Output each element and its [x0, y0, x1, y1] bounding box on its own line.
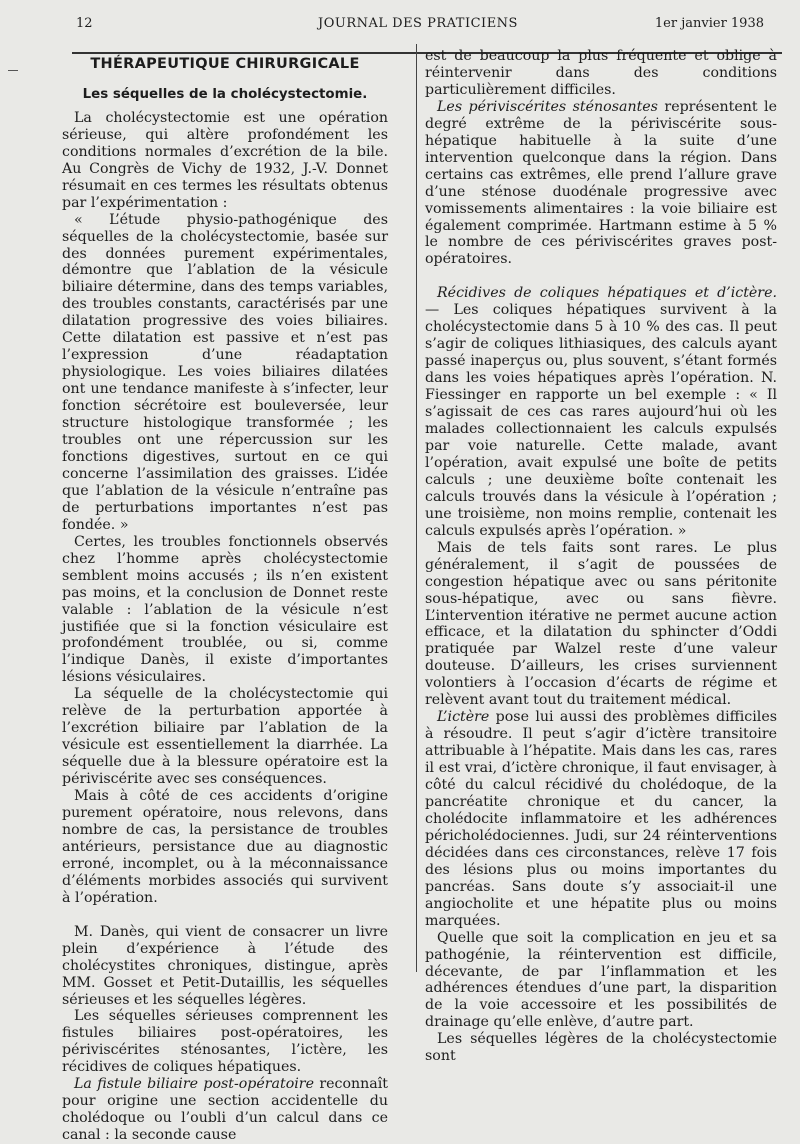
paragraph: Quelle que soit la complication en jeu et sa pathogénie, la réintervention est difficile, décevante, de par l’inflammation et les adhérences étendues d’une part, la disparition de la voie accessoire et les possibilités de drainage qu’elle enlève, d’autre part. [425, 929, 777, 1031]
paragraph: Mais à côté de ces accidents d’origine purement opératoire, nous relevons, dans nombre de cas, la persistance de troubles antérieurs, persistance due au diagnostic erroné, incomplet, ou à la méconnaissance d’éléments morbides associés qui survivent à l’opération. [62, 788, 388, 906]
italic-lead: La fistule biliaire post-opératoire [74, 1076, 314, 1093]
margin-mark [8, 70, 18, 71]
paragraph: Les séquelles sérieuses comprennent les fistules biliaires post-opératoires, les périviscérites sténosantes, l’ictère, les récidives de coliques hépatiques. [62, 1008, 388, 1076]
paragraph [62, 1076, 388, 1144]
article-title: Les séquelles de la cholécystectomie. [82, 86, 368, 102]
italic-lead: Récidives de coliques hépatiques et d’ictère. [437, 285, 777, 302]
page-number: 12 [76, 16, 93, 31]
paragraph-text: reconnaît pour origine une section accidentelle du cholédoque ou l’oubli d’un calcul dans ce canal : la seconde cause [62, 1076, 388, 1144]
paragraph: La séquelle de la cholécystectomie qui relève de la perturbation apportée à l’excrétion biliaire par l’ablation de la vésicule est essentiellement la diarrhée. La séquelle due à la blessure opératoire est la périviscérite avec ses conséquences. [62, 686, 388, 788]
paragraph-text: pose lui aussi des problèmes difficiles à résoudre. Il peut s’agir d’ictère transitoire attribuable à l’hépatite. Mais dans les cas, rares il est vrai, d’ictère chronique, il faut envisager, à côté du calcul récidivé du cholédoque, de la pancréatite chronique et du cancer, la cholédocite inflammatoire et les adhérences péricholédociennes. Judi, sur 24 réinterventions décidées dans ces circonstances, relève 17 fois des lésions plus ou moins importantes du pancréas. Sans doute s’y associait-il une angiocholite et une hépatite plus ou moins marquées. [425, 709, 777, 929]
column-divider [416, 44, 417, 972]
paragraph-text: — Les coliques hépatiques survivent à la cholécystectomie dans 5 à 10 % des cas. Il peut s’agir de coliques lithiasiques, des calculs ayant passé inaperçus ou, plus souvent, s’étant formés dans les voies hépatiques après l’opération. N. Fiessinger en rapporte un bel exemple : « Il s’agissait de ces cas rares aujourd’hui où les malades collectionnaient les calculs expulsés par voie naturelle. Cette malade, avant l’opération, avait expulsé une boîte de petits calculs ; une deuxième boîte contenait les calculs trouvés dans la vésicule à l’opération ; une troisième, non moins remplie, contenait les calculs expulsés après l’opération. » [425, 302, 777, 539]
paragraph [425, 709, 777, 929]
paragraph-text: représentent le degré extrême de la périviscérite sous-hépatique habituelle à la suite d’une intervention quelconque dans la région. Dans certains cas extrêmes, elle prend l’allure grave d’une sténose duodénale progressive avec vomissements alimentaires : la voie biliaire est également comprimée. Hartmann estime à 5 % le nombre de ces périviscérites graves post-opératoires. [425, 98, 777, 268]
paragraph: est de beaucoup la plus fréquente et oblige à réintervenir dans des conditions particulièrement difficiles. [425, 48, 777, 98]
paragraph: La cholécystectomie est une opération sérieuse, qui altère profondément les conditions normales d’excrétion de la bile. Au Congrès de Vichy de 1932, J.-V. Donnet résumait en ces termes les résultats obtenus par l’expérimentation : [62, 109, 388, 211]
paragraph: « L’étude physio-pathogénique des séquelles de la cholécystectomie, basée sur des données purement expérimentales, démontre que l’ablation de la vésicule biliaire détermine, dans des temps variables, des troubles constants, caractérisés par une dilatation progressive des voies biliaires. Cette dilatation est passive et n’est pas l’expression d’une réadaptation physiologique. Les voies biliaires dilatées ont une tendance manifeste à s’infecter, leur fonction sécrétoire est bouleversée, leur structure histologique transformée ; les troubles ont une répercussion sur les fonctions digestives, surtout en ce qui concerne l’assimilation des graisses. L’idée que l’ablation de la vésicule n’entraîne pas de perturbations importantes n’est pas fondée. » [62, 211, 388, 533]
italic-lead: Les périviscérites sténosantes [437, 98, 658, 115]
left-column [62, 48, 388, 1144]
section-title: THÉRAPEUTIQUE CHIRURGICALE [90, 56, 360, 72]
paragraph: Les séquelles légères de la cholécystectomie sont [425, 1031, 777, 1065]
issue-date: 1er janvier 1938 [654, 16, 764, 31]
paragraph: Mais de tels faits sont rares. Le plus généralement, il s’agit de poussées de congestion hépatique avec ou sans péritonite sous-hépatique, avec ou sans fièvre. L’intervention itérative ne permet aucune action efficace, et la dilatation du sphincter d’Oddi pratiquée par Walzel reste d’une valeur douteuse. D’ailleurs, les crises surviennent volontiers à l’occasion d’écarts de régime et relèvent avant tout du traitement médical. [425, 539, 777, 709]
paragraph [425, 99, 777, 269]
right-column [425, 48, 777, 1065]
journal-title: JOURNAL DES PRATICIENS [318, 16, 518, 31]
paragraph [425, 285, 777, 539]
paragraph: Certes, les troubles fonctionnels observés chez l’homme après cholécystectomie semblent moins accusés ; ils n’en existent pas moins, et la conclusion de Donnet reste valable : l’ablation de la vésicule n’est justifiée que si la fonction vésiculaire est profondément troublée, ou si, comme l’indique Danès, il existe d’importantes lésions vésiculaires. [62, 533, 388, 686]
paragraph: M. Danès, qui vient de consacrer un livre plein d’expérience à l’étude des cholécystites chroniques, distingue, après MM. Gosset et Petit-Dutaillis, les séquelles sérieuses et les séquelles légères. [62, 923, 388, 1008]
italic-lead: L’ictère [437, 709, 490, 726]
running-header [0, 14, 800, 40]
